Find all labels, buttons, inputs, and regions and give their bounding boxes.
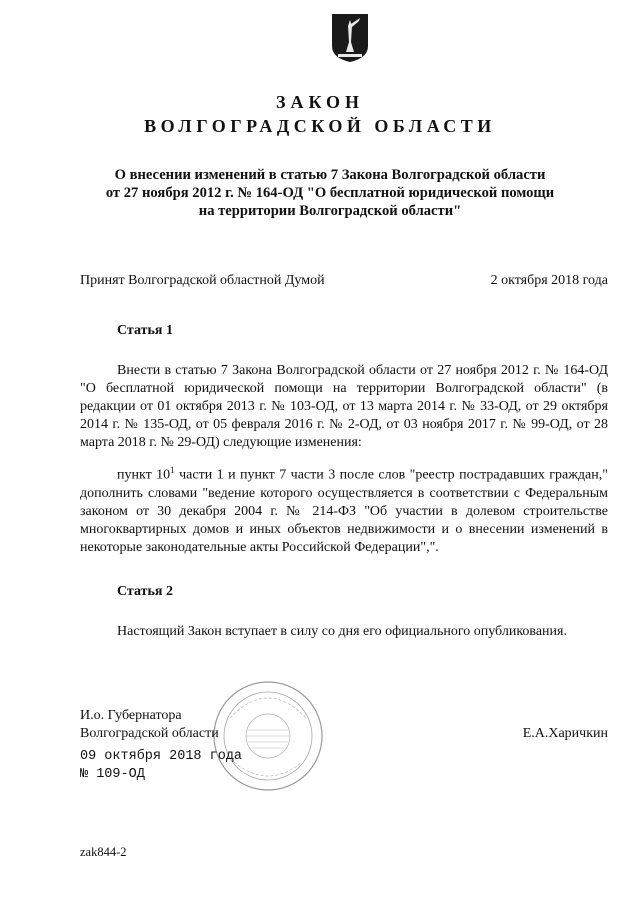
signatory-position <box>80 707 219 743</box>
document-code: zak844-2 <box>80 845 127 859</box>
article-1-paragraph-2-start: пункт 10 <box>117 467 171 483</box>
article-1-paragraph-2 <box>80 461 608 557</box>
law-number: № 109-ОД <box>80 767 145 782</box>
superscript-one: 1 <box>170 465 175 475</box>
article-2-paragraph: Настоящий Закон вступает в силу со дня его официального опубликования. <box>117 624 567 639</box>
signatory-position-line-1: И.о. Губернатора <box>80 708 182 723</box>
article-2-heading: Статья 2 <box>117 584 173 599</box>
subject-line-3: на территории Волгоградской области" <box>198 203 462 219</box>
signing-date: 09 октября 2018 года <box>80 749 243 764</box>
article-1-heading: Статья 1 <box>117 323 173 338</box>
adopted-by: Принят Волгоградской областной Думой <box>80 273 325 288</box>
subject-line-2: от 27 ноября 2012 г. № 164-ОД "О бесплатной юридической помощи <box>105 185 555 201</box>
signatory-position-line-2: Волгоградской области <box>80 726 219 741</box>
subject-line-1: О внесении изменений в статью 7 Закона Волгоградской области <box>114 167 546 183</box>
adoption-date: 2 октября 2018 года <box>490 273 608 288</box>
signatory-name: Е.А.Харичкин <box>522 726 608 741</box>
article-1-paragraph-2-rest: части 1 и пункт 7 части 3 после слов "реестр пострадавших граждан," дополнить словами "ведение которого осуществляется в соответствии с Федеральным законом от 30 декабря 2004 г. № 214-ФЗ "Об участии в долевом строительстве многоквартирных домов и иных объектов недвижимости и о внесении изменений в некоторые законодательные акты Российской Федерации",". <box>80 467 608 555</box>
article-1-paragraph-1: Внести в статью 7 Закона Волгоградской области от 27 ноября 2012 г. № 164-ОД "О бесплатной юридической помощи на территории Волгоградской области" (в редакции от 01 октября 2013 г. № 103-ОД, от 13 марта 2014 г. № 33-ОД, от 29 октября 2014 г. № 135-ОД, от 05 февраля 2016 г. № 2-ОД, от 03 ноября 2017 г. № 99-ОД, от 28 марта 2018 г. № 29-ОД) следующие изменения: <box>80 363 608 450</box>
coat-of-arms-emblem <box>330 12 370 64</box>
official-seal-icon <box>210 678 326 794</box>
law-subject <box>90 166 570 220</box>
document-title-law: ЗАКОН <box>275 92 365 112</box>
document-title-region: ВОЛГОГРАДСКОЙ ОБЛАСТИ <box>144 116 496 136</box>
